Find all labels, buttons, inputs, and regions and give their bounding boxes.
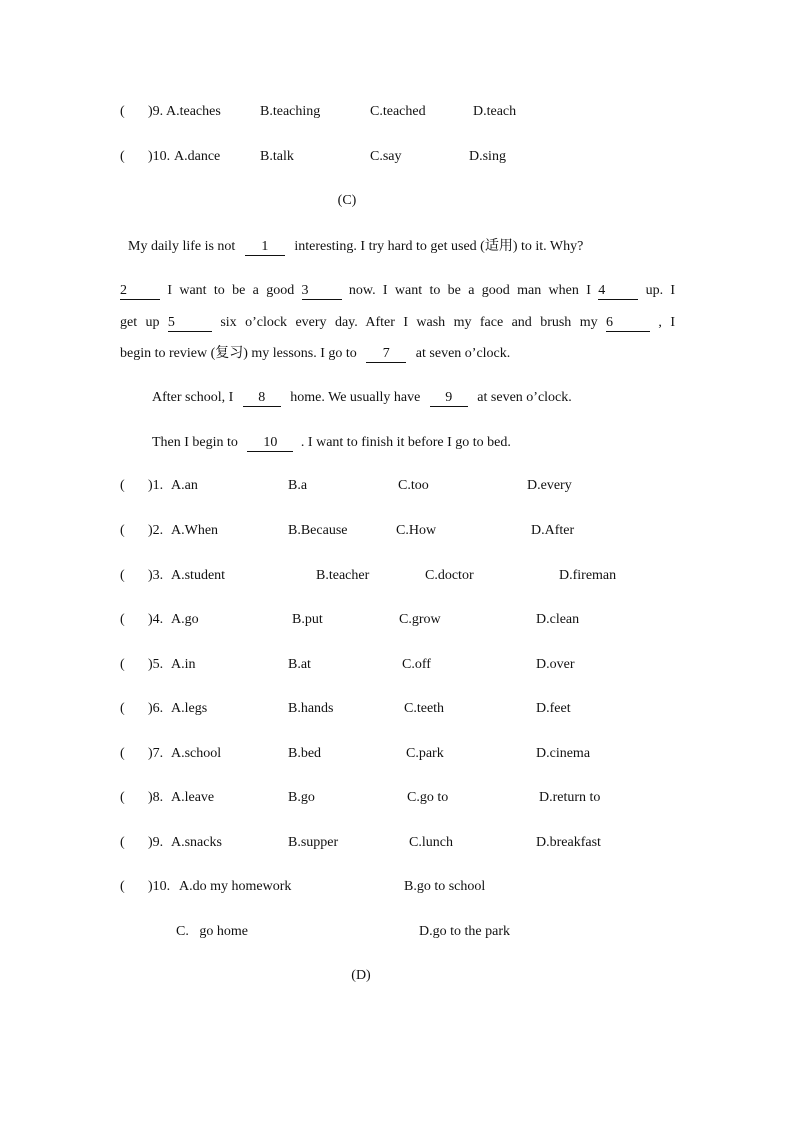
question-number: )9. <box>148 104 164 119</box>
answer-paren: ( <box>120 568 125 583</box>
option-b: B.put <box>292 612 323 627</box>
blank-6: 6 <box>606 315 650 332</box>
answer-paren: ( <box>120 523 125 538</box>
answer-paren: ( <box>120 478 125 493</box>
option-c: C.too <box>398 478 429 493</box>
blank-10: 10 <box>247 435 293 452</box>
blank-8: 8 <box>243 390 281 407</box>
option-b: B.bed <box>288 746 322 761</box>
answer-paren: ( <box>120 879 125 894</box>
option-c: C.park <box>406 746 444 761</box>
option-b: B.teaching <box>260 104 321 119</box>
option-c: C.lunch <box>409 835 453 850</box>
passage-text: interesting. I try hard to get used (适用) to it. Why? <box>294 239 584 254</box>
blank-4: 4 <box>598 283 638 300</box>
question-number: )8. <box>148 790 164 805</box>
option-b: B.go <box>288 790 315 805</box>
option-d: D.breakfast <box>536 835 601 850</box>
option-d: D.over <box>536 657 575 672</box>
option-a: A.in <box>171 657 196 672</box>
passage-line-5 <box>152 389 572 407</box>
option-b: B.a <box>288 478 308 493</box>
option-a: A.school <box>171 746 222 761</box>
option-a: A.leave <box>171 790 215 805</box>
option-b: B.at <box>288 657 311 672</box>
option-a: A.an <box>171 478 198 493</box>
passage-line-4 <box>120 345 510 363</box>
question-number: )10. <box>148 879 171 894</box>
blank-5: 5 <box>168 315 212 332</box>
answer-paren: ( <box>120 612 125 627</box>
passage-text: home. We usually have <box>290 390 421 405</box>
option-a: A.dance <box>174 149 221 164</box>
passage-text: at seven o’clock. <box>415 346 511 361</box>
passage-text: now. I want to be a good man when I <box>348 283 591 298</box>
question-number: )6. <box>148 701 164 716</box>
option-b: B.talk <box>260 149 294 164</box>
passage-text: begin to review (复习) my lessons. I go to <box>120 346 357 361</box>
option-c: C.go to <box>407 790 449 805</box>
passage-text: I want to be a good <box>167 283 295 298</box>
blank-7: 7 <box>366 346 406 363</box>
question-number: )7. <box>148 746 164 761</box>
option-a: A.When <box>171 523 219 538</box>
passage-line-2 <box>120 282 675 300</box>
answer-paren: ( <box>120 657 125 672</box>
option-c: C. go home <box>176 924 248 939</box>
option-d: D.teach <box>473 104 517 119</box>
answer-paren: ( <box>120 104 125 119</box>
option-d: D.sing <box>469 149 506 164</box>
question-number: )5. <box>148 657 164 672</box>
question-number: )3. <box>148 568 164 583</box>
option-a: A.do my homework <box>179 879 292 894</box>
section-heading-c: (C) <box>337 193 357 208</box>
option-c: C.grow <box>399 612 441 627</box>
option-a: A.student <box>171 568 226 583</box>
option-a: A.go <box>171 612 199 627</box>
passage-text: After school, I <box>152 390 234 405</box>
option-c: C.teeth <box>404 701 445 716</box>
option-d: D.return to <box>539 790 601 805</box>
option-d: D.clean <box>536 612 580 627</box>
blank-9: 9 <box>430 390 468 407</box>
option-d: D.After <box>531 523 575 538</box>
question-number: )9. <box>148 835 164 850</box>
option-a: A.teaches <box>166 104 221 119</box>
question-number: )1. <box>148 478 164 493</box>
passage-text: six o’clock every day. After I wash my face and brush my <box>220 315 598 330</box>
passage-line-1 <box>128 238 583 256</box>
passage-text: . I want to finish it before I go to bed. <box>300 435 511 450</box>
option-c: C.How <box>396 523 437 538</box>
question-number: )2. <box>148 523 164 538</box>
answer-paren: ( <box>120 701 125 716</box>
blank-2: 2 <box>120 283 160 300</box>
option-b: B.supper <box>288 835 339 850</box>
option-c: C.off <box>402 657 431 672</box>
option-c: C.teached <box>370 104 426 119</box>
blank-1: 1 <box>245 239 285 256</box>
passage-text: Then I begin to <box>152 435 238 450</box>
passage-text: at seven o’clock. <box>477 390 572 405</box>
passage-line-3 <box>120 314 675 332</box>
option-c: C.doctor <box>425 568 474 583</box>
option-d: D.feet <box>536 701 571 716</box>
passage-text: get up <box>120 315 160 330</box>
option-b: B.teacher <box>316 568 370 583</box>
question-number: )10. <box>148 149 171 164</box>
passage-text: up. I <box>645 283 676 298</box>
answer-paren: ( <box>120 790 125 805</box>
option-d: D.fireman <box>559 568 617 583</box>
passage-text: My daily life is not <box>128 239 236 254</box>
option-b: B.go to school <box>404 879 486 894</box>
section-heading-d: (D) <box>351 968 371 983</box>
option-b: B.Because <box>288 523 348 538</box>
option-b: B.hands <box>288 701 334 716</box>
option-c: C.say <box>370 149 402 164</box>
option-a: A.snacks <box>171 835 222 850</box>
option-d: D.cinema <box>536 746 591 761</box>
blank-3: 3 <box>302 283 342 300</box>
option-d: D.go to the park <box>419 924 510 939</box>
answer-paren: ( <box>120 746 125 761</box>
answer-paren: ( <box>120 149 125 164</box>
option-d: D.every <box>527 478 572 493</box>
question-number: )4. <box>148 612 164 627</box>
answer-paren: ( <box>120 835 125 850</box>
option-a: A.legs <box>171 701 208 716</box>
passage-text: , I <box>658 315 675 330</box>
passage-line-6 <box>152 434 511 452</box>
